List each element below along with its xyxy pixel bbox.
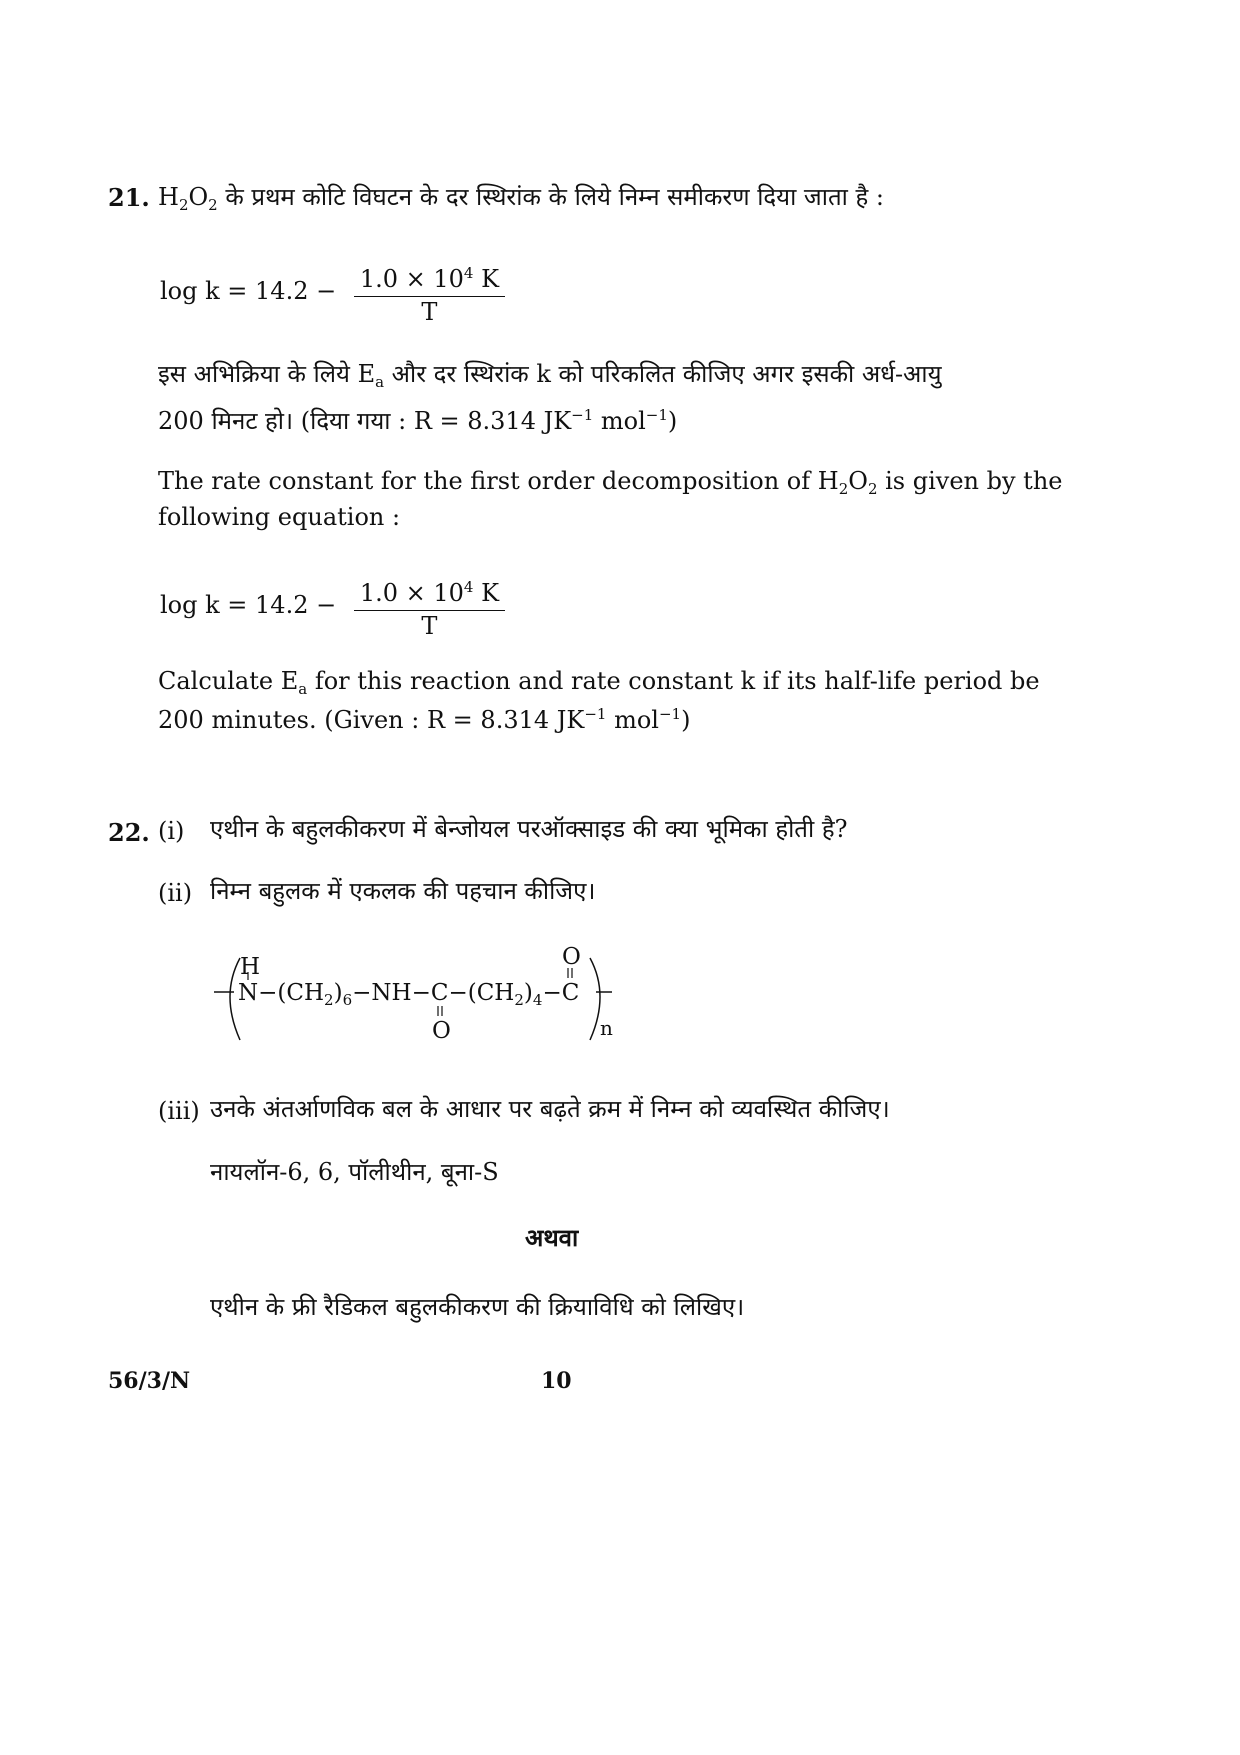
question-number-21: 21.: [108, 183, 150, 212]
q21-english-question-line2: 200 minutes. (Given : R = 8.314 $JK^{-1}$ mol$^{-1}$): [158, 705, 691, 734]
q21-hindi-question-line2: 200 मिनट हो। (दिया गया : R = 8.314 $JK^{-1}$ mol$^{-1}$): [158, 406, 678, 435]
q22-part1-label: (i): [158, 817, 185, 845]
page-number: 10: [541, 1368, 572, 1394]
oxygen-atom-2: O: [562, 944, 581, 970]
repeat-unit-n: n: [600, 1016, 613, 1040]
q21-equation-hindi: [160, 258, 505, 327]
paper-code: 56/3/N: [108, 1368, 191, 1394]
q22-part3-items: नायलॉन-6, 6, पॉलीथीन, बूना-S: [210, 1158, 499, 1186]
equation-fraction: $\frac{1.0 \times 10^4 K}{T}$: [354, 258, 505, 327]
question-number-22: 22.: [108, 818, 150, 847]
equation-fraction: $\frac{1.0 \times 10^4 K}{T}$: [354, 572, 505, 641]
q22-part3-text: उनके अंतर्आणविक बल के आधार पर बढ़ते क्रम में निम्न को व्यवस्थित कीजिए।: [210, 1095, 890, 1123]
equation-lhs: log k = 14.2 −: [160, 277, 337, 305]
q21-hindi-intro: $H_2O_2$ के प्रथम कोटि विघटन के दर स्थिरांक के लिये निम्न समीकरण दिया जाता है :: [158, 183, 884, 214]
q21-equation-english: [160, 572, 505, 641]
q21-english-question-line1: Calculate $E_a$ for this reaction and rate constant k if its half-life period be: [158, 667, 1040, 698]
polymer-chain: $N-(CH_2)_6-NH-C-(CH_2)_4-C$: [238, 980, 580, 1009]
q22-part1-text: एथीन के बहुलकीकरण में बेन्जोयल परऑक्साइड की क्या भूमिका होती है?: [210, 815, 848, 843]
q21-english-intro-line2: following equation :: [158, 503, 401, 531]
q21-english-intro-line1: The rate constant for the first order decomposition of $H_2O_2$ is given by the: [158, 467, 1063, 498]
right-bracket: [590, 958, 600, 1040]
q22-part3-label: (iii): [158, 1097, 200, 1125]
polymer-structure: [210, 944, 630, 1050]
hydrogen-atom: H: [240, 954, 261, 980]
q22-part2-label: (ii): [158, 879, 193, 907]
q22-or-text: एथीन के फ्री रैडिकल बहुलकीकरण की क्रियाविधि को लिखिए।: [210, 1293, 745, 1321]
oxygen-atom-1: O: [432, 1018, 451, 1044]
q22-part2-text: निम्न बहुलक में एकलक की पहचान कीजिए।: [210, 877, 596, 905]
q21-hindi-question-line1: इस अभिक्रिया के लिये $E_a$ और दर स्थिरांक k को परिकलित कीजिए अगर इसकी अर्ध-आयु: [158, 360, 942, 391]
or-label: अथवा: [525, 1223, 579, 1252]
equation-lhs: log k = 14.2 −: [160, 591, 337, 619]
